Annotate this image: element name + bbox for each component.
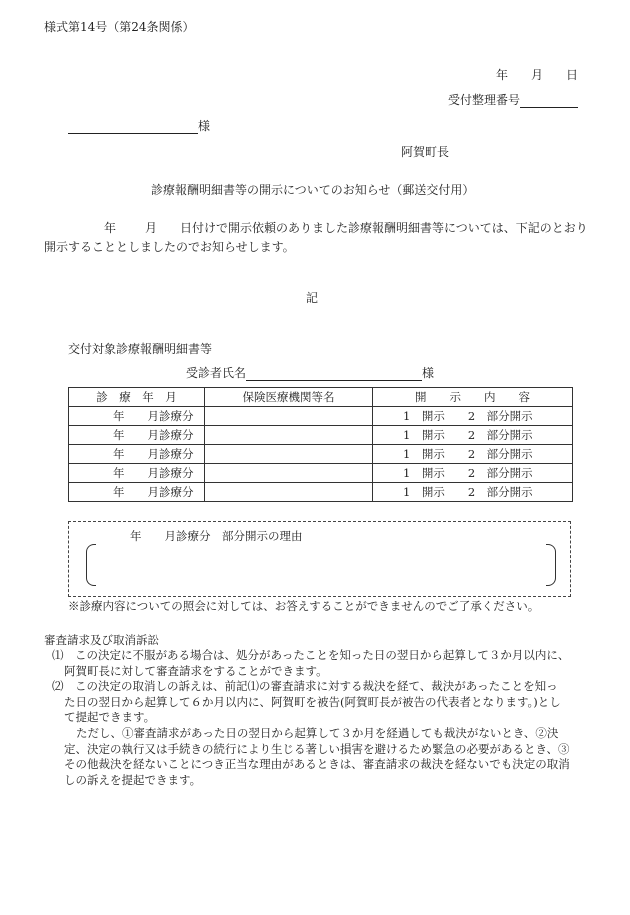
appeal-proviso [64, 726, 594, 788]
form-id: 様式第14号（第24条関係） [44, 20, 195, 34]
row-month: 年 月診療分 [69, 464, 205, 483]
row-month: 年 月診療分 [69, 407, 205, 426]
patient-suffix: 様 [422, 366, 435, 380]
row-institution[interactable] [205, 464, 373, 483]
row-month: 年 月診療分 [69, 426, 205, 445]
disclosure-table [68, 387, 573, 502]
reception-label: 受付整理番号 [448, 93, 521, 107]
patient-name [186, 364, 434, 381]
left-bracket [86, 544, 96, 586]
date-day: 日 [566, 68, 579, 82]
date-year: 年 [496, 68, 509, 82]
inquiry-note: ※診療内容についての照会に対しては、お答えすることができませんのでご了承ください。 [68, 599, 540, 613]
table-row [69, 464, 573, 483]
item2-line-2: た日の翌日から起算して６か月以内に、阿賀町を被告(阿賀町長が被告の代表者となります。)とし [64, 694, 561, 709]
table-row [69, 483, 573, 502]
table-header-row [69, 388, 573, 407]
proviso-line-2: 定、決定の執行又は手続きの続行により生じる著しい損害を避けるため緊急の必要があるとき、③ [64, 741, 570, 756]
addressee-suffix: 様 [198, 119, 211, 133]
reception-number [448, 91, 578, 108]
doc-title: 診療報酬明細書等の開示についてのお知らせ（郵送交付用） [151, 183, 475, 197]
header-institution: 保険医療機関等名 [205, 388, 373, 407]
row-month: 年 月診療分 [69, 445, 205, 464]
reception-blank[interactable] [520, 95, 578, 108]
row-content[interactable]: 1 開示 2 部分開示 [373, 426, 573, 445]
row-institution[interactable] [205, 483, 373, 502]
intro-day-text: 日付けで開示依頼のありました診療報酬明細書等については、下記のとおり [180, 221, 588, 235]
item1-line-2: 阿賀町長に対して審査請求をすることができます。 [64, 663, 328, 678]
sender: 阿賀町長 [401, 145, 450, 159]
row-institution[interactable] [205, 445, 373, 464]
row-month: 年 月診療分 [69, 483, 205, 502]
appeal-item-1 [52, 648, 592, 679]
proviso-line-3: その他裁決を経ないことにつき正当な理由があるときは、審査請求の裁決を経ないでも決定の取消 [64, 757, 570, 771]
item2-line-3: て提起できます。 [64, 710, 156, 724]
table-row [69, 426, 573, 445]
patient-label: 受診者氏名 [186, 366, 247, 380]
header-content: 開 示 内 容 [373, 388, 573, 407]
section-label: 交付対象診療報酬明細書等 [68, 342, 213, 356]
ki-heading: 記 [306, 291, 319, 305]
intro-line-2: 開示することとしましたのでお知らせします。 [44, 240, 295, 254]
item2-line-1: この決定の取消しの訴えは、前記⑴の審査請求に対する裁決を経て、裁決があったことを知っ [75, 679, 558, 693]
row-content[interactable]: 1 開示 2 部分開示 [373, 483, 573, 502]
item2-number: ⑵ [52, 679, 64, 693]
row-content[interactable]: 1 開示 2 部分開示 [373, 464, 573, 483]
intro-month: 月 [145, 221, 158, 235]
table-row [69, 407, 573, 426]
proviso-line-4: しの訴えを提起できます。 [64, 772, 202, 787]
appeal-item-2 [52, 679, 592, 726]
reason-label: 年 月診療分 部分開示の理由 [130, 529, 303, 543]
patient-name-blank[interactable] [246, 367, 422, 381]
proviso-line-1: ただし、①審査請求があった日の翌日から起算して３か月を経過しても裁決がないとき、②決 [76, 726, 559, 740]
intro-year: 年 [104, 221, 117, 235]
header-month: 診 療 年 月 [69, 388, 205, 407]
item1-number: ⑴ [52, 648, 64, 662]
date-month: 月 [531, 68, 544, 82]
right-bracket [546, 544, 556, 586]
table-row [69, 445, 573, 464]
row-institution[interactable] [205, 426, 373, 445]
row-institution[interactable] [205, 407, 373, 426]
appeal-heading: 審査請求及び取消訴訟 [44, 633, 159, 647]
item1-line-1: この決定に不服がある場合は、処分があったことを知った日の翌日から起算して３か月以内に、 [75, 648, 570, 662]
row-content[interactable]: 1 開示 2 部分開示 [373, 445, 573, 464]
addressee-blank[interactable] [68, 120, 198, 134]
row-content[interactable]: 1 開示 2 部分開示 [373, 407, 573, 426]
addressee [68, 117, 210, 134]
reason-input-area[interactable] [100, 548, 540, 584]
